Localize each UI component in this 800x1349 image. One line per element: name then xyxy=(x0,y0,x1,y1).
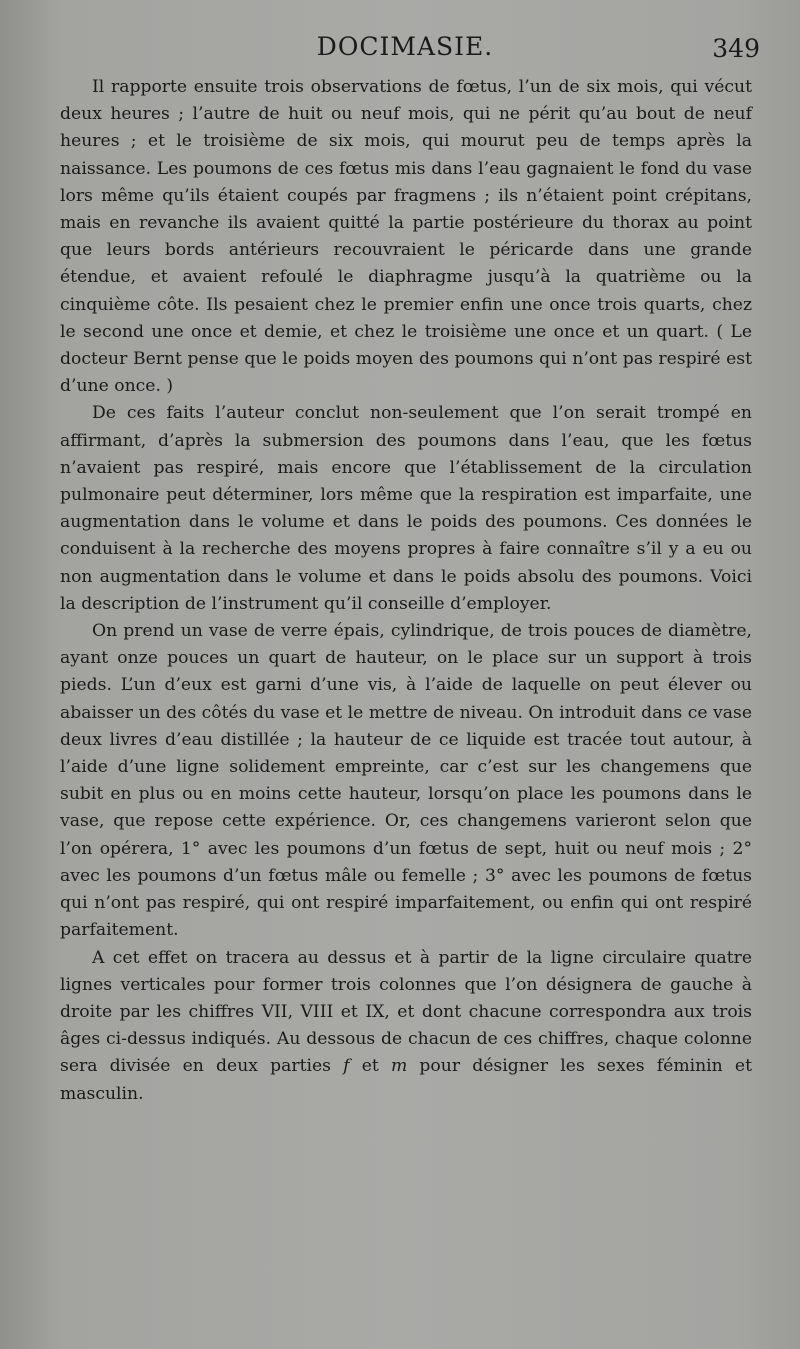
italic-m: m xyxy=(390,1056,408,1077)
page-header xyxy=(60,32,760,68)
paragraph-4 xyxy=(60,945,752,1108)
paragraph-1: Il rapporte ensuite trois observations de fœtus, l’un de six mois, qui vécut deux heures ; l’autre de huit ou neuf mois, qui ne périt qu’au bout de neuf heures ; et le troisième de six mois, qui mourut peu de temps après la naissance. Les poumons de ces fœtus mis dans l’eau gagnaient le fond du vase lors même qu’ils étaient coupés par fragmens ; ils n’étaient point crépitans, mais en revanche ils avaient quitté la partie postérieure du thorax au point que leurs bords antérieurs recouvraient le péricarde dans une grande étendue, et avaient refoulé le diaphragme jusqu’à la quatrième ou la cinquième côte. Ils pesaient chez le premier enfin une once trois quarts, chez le second une once et demie, et chez le troisième une once et un quart. ( Le docteur Bernt pense que le poids moyen des poumons qui n’ont pas respiré est d’une once. ) xyxy=(60,77,752,397)
running-head: DOCIMASIE. xyxy=(316,32,494,61)
paragraph-4-middle: et xyxy=(361,1056,379,1077)
paragraph-2: De ces faits l’auteur conclut non-seulement que l’on serait trompé en affirmant, d’après la submersion des poumons dans l’eau, que les fœtus n’avaient pas respiré, mais encore que l’établissement de la circulation pulmonaire peut déterminer, lors même que la respiration est imparfaite, une augmentation dans le volume et dans le poids des poumons. Ces données le conduisent à la recherche des moyens propres à faire connaître s’il y a eu ou non augmentation dans le volume et dans le poids absolu des poumons. Voici la description de l’instrument qu’il conseille d’employer. xyxy=(60,403,752,614)
body-text xyxy=(60,74,752,1108)
paragraph-3: On prend un vase de verre épais, cylindrique, de trois pouces de diamètre, ayant onze pouces un quart de hauteur, on le place sur un support à trois pieds. L’un d’eux est garni d’une vis, à l’aide de laquelle on peut élever ou abaisser un des côtés du vase et le mettre de niveau. On introduit dans ce vase deux livres d’eau distillée ; la hauteur de ce liquide est tracée tout autour, à l’aide d’une ligne solidement empreinte, car c’est sur les changemens que subit en plus ou en moins cette hauteur, lorsqu’on place les poumons dans le vase, que repose cette expérience. Or, ces changemens varieront selon que l’on opérera, 1° avec les poumons d’un fœtus de sept, huit ou neuf mois ; 2° avec les poumons d’un fœtus mâle ou femelle ; 3° avec les poumons de fœtus qui n’ont pas respiré, qui ont respiré imparfaitement, ou enfin qui ont respiré parfaitement. xyxy=(60,621,752,941)
page-number: 349 xyxy=(712,34,760,63)
paragraph-4-end: pour désigner les sexes féminin et masculin. xyxy=(60,1056,752,1104)
italic-f: f xyxy=(343,1056,350,1077)
paragraph-4-text: A cet effet on tracera au dessus et à partir de la ligne circulaire quatre lignes verticales pour former trois colonnes que l’on désignera de gauche à droite par les chiffres VII, VIII et IX, et dont chacune correspondra aux trois âges ci-dessus indiqués. Au dessous de chacun de ces chiffres, chaque colonne sera divisée en deux parties xyxy=(60,947,752,1077)
